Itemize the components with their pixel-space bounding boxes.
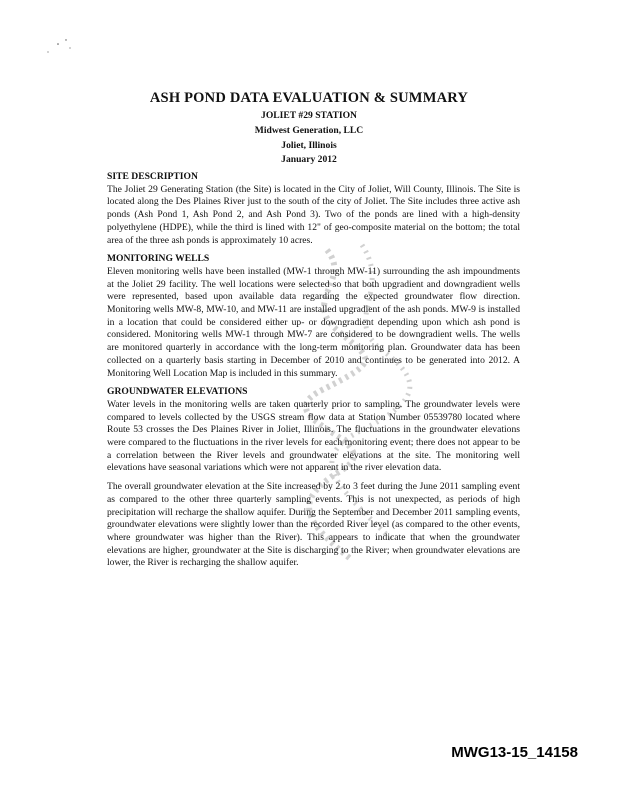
paragraph: Water levels in the monitoring wells are taken quarterly prior to sampling. The groundwater levels were compared to levels collected by the USGS stream flow data at Station Number 05539780 located where Route 53 crosses the Des Plaines River in Joliet, Illinois. The fluctuations in the groundwater elevations were compared to the fluctuations in the river levels for each monitoring event; there does not appear to be a correlation between the River levels and groundwater elevations at the site. The monitoring well elevations have seasonal variations which were not apparent in the river elevation data. [107, 398, 520, 474]
company-name: Midwest Generation, LLC [254, 125, 364, 136]
document-body [107, 171, 520, 576]
paragraph: Eleven monitoring wells have been installed (MW-1 through MW-11) surrounding the ash impoundments at the Joliet 29 facility. The well locations were selected so that both upgradient and downgradient wells were represented, based upon available data regarding the expected groundwater flow direction. Monitoring wells MW-8, MW-10, and MW-11 are installed upgradient of the ash ponds. MW-9 is installed in a location that could be considered either up- or downgradient depending upon which ash pond is considered. Monitoring wells MW-1 through MW-7 are considered to be downgradient wells. The wells are monitored quarterly in accordance with the long-term monitoring plan. Groundwater data has been collected on a quarterly basis starting in December of 2010 and continues to be generated into 2012. A Monitoring Well Location Map is included in this summary. [107, 265, 520, 379]
section-site-description [107, 171, 520, 247]
section-monitoring-wells [107, 253, 520, 380]
scan-specks [0, 0, 618, 80]
location: Joliet, Illinois [281, 140, 337, 151]
section-groundwater-elevations [107, 386, 520, 570]
paragraph: The overall groundwater elevation at the Site increased by 2 to 3 feet during the June 2011 sampling event as compared to the other three quarterly sampling events. This is not unexpected, as periods of high precipitation will recharge the shallow aquifer. During the September and December 2011 sampling events, groundwater elevations were slightly lower than the recorded River level (as compared to the other events, where groundwater was higher than the River). This appears to indicate that when the groundwater elevations are higher, groundwater at the Site is discharging to the River; when groundwater elevations are lower, the River is recharging the shallow aquifer. [107, 481, 520, 569]
station-name: JOLIET #29 STATION [261, 110, 357, 121]
section-heading: SITE DESCRIPTION [107, 171, 198, 182]
document-date: January 2012 [281, 154, 337, 165]
section-heading: GROUNDWATER ELEVATIONS [107, 386, 248, 398]
document-id-stamp: MWG13-15_14158 [451, 744, 578, 761]
section-heading: MONITORING WELLS [107, 253, 210, 265]
paragraph: The Joliet 29 Generating Station (the Site) is located in the City of Joliet, Will County, Illinois. The Site is located along the Des Plaines River just to the south of the city of Joliet. The Site includes three active ash ponds (Ash Pond 1, Ash Pond 2, and Ash Pond 3). Two of the ponds are lined with a high-density polyethylene (HDPE), while the third is lined with 12" of geo-composite material on the bottom; the total area of the three ash ponds is approximately 10 acres. [107, 183, 520, 246]
document-title: ASH POND DATA EVALUATION & SUMMARY [149, 90, 469, 106]
